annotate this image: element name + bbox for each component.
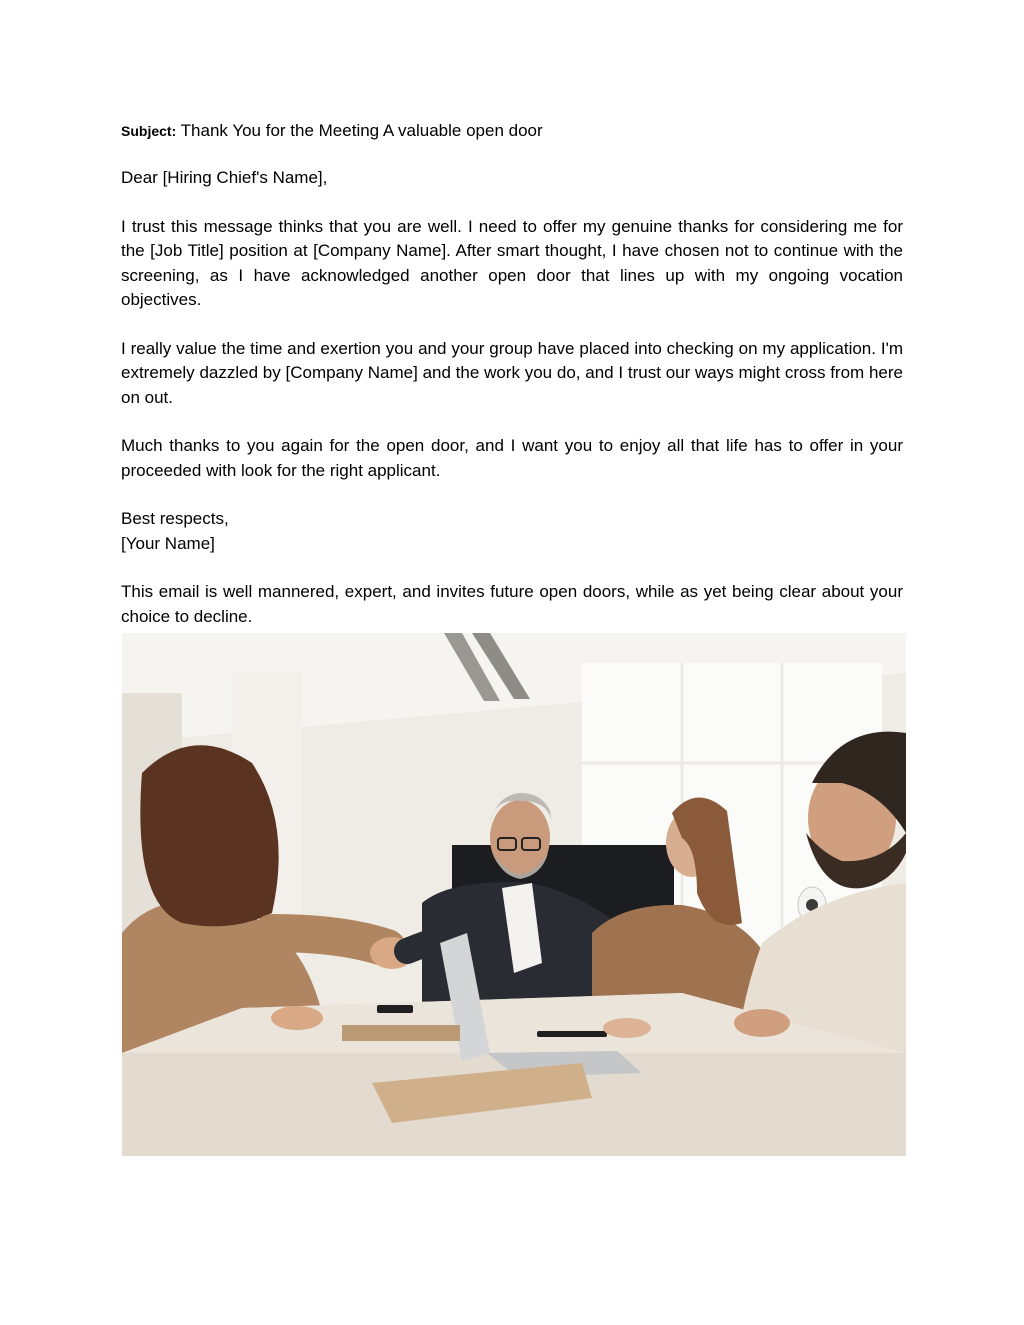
phone (537, 1031, 607, 1037)
closing-note: This email is well mannered, expert, and invites future open doors, while as yet being clear about your choice to decline. (121, 582, 903, 626)
meeting-photo-illustration (122, 633, 906, 1156)
letter-body (121, 118, 903, 633)
signoff (121, 507, 903, 556)
subject-label: Subject: (121, 123, 177, 139)
left-woman-arm (272, 933, 387, 948)
subject-line (121, 118, 903, 144)
closing: Best respects, (121, 509, 229, 528)
greeting: Dear [Hiring Chief's Name], (121, 168, 328, 187)
paragraph-3: Much thanks to you again for the open door, and I want you to enjoy all that life has to offer in your proceeded with look for the right applicant. (121, 436, 903, 480)
phone (377, 1005, 413, 1013)
paragraph-1: I trust this message thinks that you are well. I need to offer my genuine thanks for considering me for the [Job Title] position at [Company Name]. After smart thought, I have chosen not to continue with the screening, as I have acknowledged another open door that lines up with my ongoing vocation objectives. (121, 216, 903, 309)
meeting-photo (122, 633, 906, 1156)
signature: [Your Name] (121, 533, 215, 553)
right-man-hand (734, 1009, 790, 1037)
notebook (342, 1025, 460, 1041)
glasses-woman-hand (603, 1018, 651, 1038)
subject-text: Thank You for the Meeting A valuable open door (180, 121, 543, 140)
paragraph-2: I really value the time and exertion you and your group have placed into checking on my application. I'm extremely dazzled by [Company Name] and the work you do, and I trust our ways might cross from here on out. (121, 338, 903, 407)
left-woman-hand (271, 1006, 323, 1030)
